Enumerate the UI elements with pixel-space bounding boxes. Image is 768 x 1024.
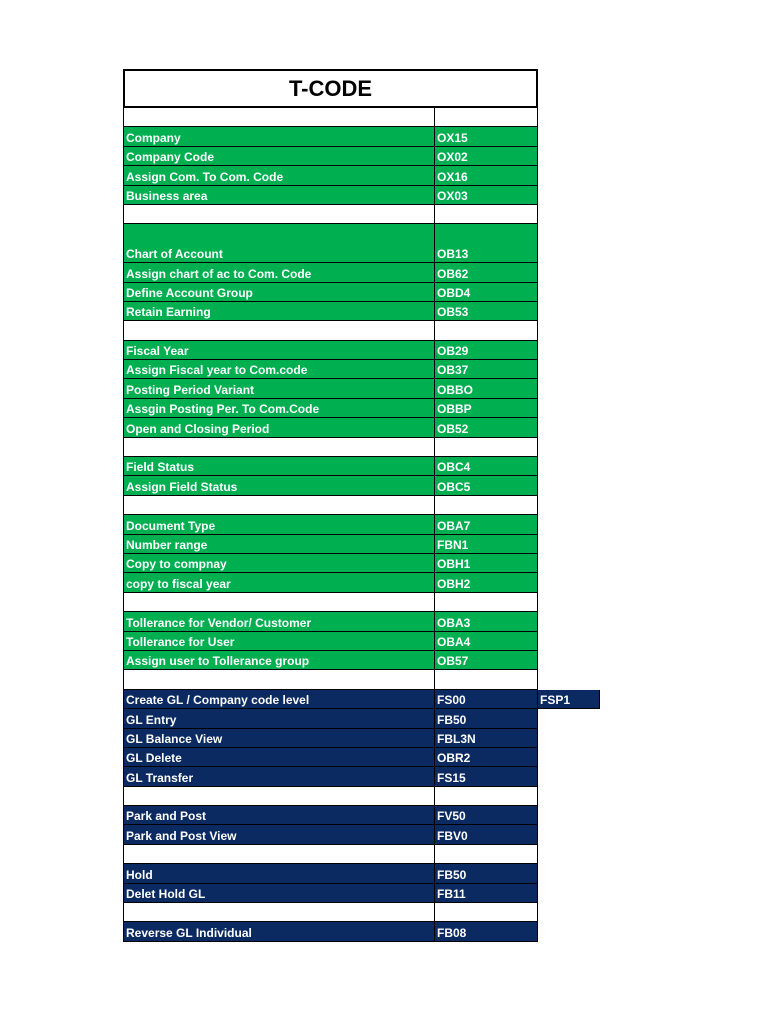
table-row xyxy=(123,147,538,166)
row-label: GL Delete xyxy=(123,748,435,767)
row-tcode: OBBP xyxy=(435,399,538,418)
blank-row xyxy=(123,903,538,922)
row-tcode: FB50 xyxy=(435,709,538,728)
empty-cell xyxy=(123,903,435,922)
empty-cell xyxy=(123,108,435,127)
row-tcode: OB57 xyxy=(435,651,538,670)
table-row xyxy=(123,186,538,205)
table-row xyxy=(123,341,538,360)
row-label: Copy to compnay xyxy=(123,554,435,573)
tcode-table xyxy=(123,108,571,942)
row-label: Assign chart of ac to Com. Code xyxy=(123,263,435,282)
table-row xyxy=(123,457,538,476)
row-label: Delet Hold GL xyxy=(123,884,435,903)
empty-cell xyxy=(123,593,435,612)
row-tcode: OBH2 xyxy=(435,573,538,592)
row-label: Assign Com. To Com. Code xyxy=(123,166,435,185)
row-tcode: OB13 xyxy=(435,224,538,263)
row-tcode: OB52 xyxy=(435,418,538,437)
row-label: GL Entry xyxy=(123,709,435,728)
row-tcode: FBN1 xyxy=(435,535,538,554)
row-tcode: FS15 xyxy=(435,767,538,786)
blank-row xyxy=(123,321,538,340)
row-tcode: OB53 xyxy=(435,302,538,321)
empty-cell xyxy=(435,321,538,340)
table-row xyxy=(123,360,538,379)
table-row xyxy=(123,922,538,941)
table-row xyxy=(123,825,538,844)
row-label: Assign Field Status xyxy=(123,476,435,495)
row-tcode: OB62 xyxy=(435,263,538,282)
row-tcode: FB11 xyxy=(435,884,538,903)
empty-cell xyxy=(123,496,435,515)
row-tcode: FB08 xyxy=(435,922,538,941)
table-row xyxy=(123,651,538,670)
table-row xyxy=(123,263,538,282)
row-label: Document Type xyxy=(123,515,435,534)
row-label: Create GL / Company code level xyxy=(123,690,435,709)
row-label: GL Transfer xyxy=(123,767,435,786)
row-extra-tcode: FSP1 xyxy=(538,690,600,709)
row-tcode: FBV0 xyxy=(435,825,538,844)
row-label: Assgin Posting Per. To Com.Code xyxy=(123,399,435,418)
blank-row xyxy=(123,593,538,612)
table-row xyxy=(123,864,538,883)
blank-row xyxy=(123,108,538,127)
row-tcode: FB50 xyxy=(435,864,538,883)
table-row xyxy=(123,573,538,592)
empty-cell xyxy=(435,108,538,127)
empty-cell xyxy=(123,845,435,864)
blank-row xyxy=(123,845,538,864)
table-row xyxy=(123,399,538,418)
blank-row xyxy=(123,205,538,224)
table-row xyxy=(123,632,538,651)
table-row xyxy=(123,535,538,554)
table-row xyxy=(123,418,538,437)
empty-cell xyxy=(123,438,435,457)
row-tcode: OB29 xyxy=(435,341,538,360)
row-tcode: OBBO xyxy=(435,379,538,398)
row-label: Number range xyxy=(123,535,435,554)
row-label: Tollerance for User xyxy=(123,632,435,651)
empty-cell xyxy=(435,205,538,224)
table-row xyxy=(123,884,538,903)
row-label: GL Balance View xyxy=(123,729,435,748)
row-tcode: OX02 xyxy=(435,147,538,166)
empty-cell xyxy=(435,438,538,457)
row-tcode: FS00 xyxy=(435,690,538,709)
table-row xyxy=(123,224,538,263)
row-label: Tollerance for Vendor/ Customer xyxy=(123,612,435,631)
table-row xyxy=(123,515,538,534)
table-row xyxy=(123,283,538,302)
row-label: Retain Earning xyxy=(123,302,435,321)
row-label: Assign user to Tollerance group xyxy=(123,651,435,670)
row-tcode: OBC5 xyxy=(435,476,538,495)
empty-cell xyxy=(435,670,538,689)
row-label: Hold xyxy=(123,864,435,883)
row-label: Business area xyxy=(123,186,435,205)
row-tcode: OB37 xyxy=(435,360,538,379)
blank-row xyxy=(123,670,538,689)
row-label: Define Account Group xyxy=(123,283,435,302)
row-label: Park and Post xyxy=(123,806,435,825)
row-tcode: OBA7 xyxy=(435,515,538,534)
row-tcode: OBA4 xyxy=(435,632,538,651)
sheet-title: T-CODE xyxy=(123,69,538,108)
table-row xyxy=(123,767,538,786)
empty-cell xyxy=(435,496,538,515)
row-tcode: FV50 xyxy=(435,806,538,825)
empty-cell xyxy=(123,321,435,340)
row-tcode: OBR2 xyxy=(435,748,538,767)
row-tcode: FBL3N xyxy=(435,729,538,748)
row-label: Fiscal Year xyxy=(123,341,435,360)
table-row xyxy=(123,806,538,825)
row-label: Field Status xyxy=(123,457,435,476)
table-row xyxy=(123,127,538,146)
row-label: Company xyxy=(123,127,435,146)
row-tcode: OX16 xyxy=(435,166,538,185)
row-tcode: OBH1 xyxy=(435,554,538,573)
row-label: Chart of Account xyxy=(123,224,435,263)
row-tcode: OBC4 xyxy=(435,457,538,476)
empty-cell xyxy=(123,670,435,689)
table-row xyxy=(123,379,538,398)
row-tcode: OX03 xyxy=(435,186,538,205)
blank-row xyxy=(123,787,538,806)
tcode-sheet xyxy=(123,69,571,942)
empty-cell xyxy=(435,593,538,612)
row-tcode: OBD4 xyxy=(435,283,538,302)
empty-cell xyxy=(123,205,435,224)
row-label: copy to fiscal year xyxy=(123,573,435,592)
row-label: Open and Closing Period xyxy=(123,418,435,437)
row-label: Posting Period Variant xyxy=(123,379,435,398)
table-row xyxy=(123,476,538,495)
table-row xyxy=(123,748,538,767)
empty-cell xyxy=(123,787,435,806)
empty-cell xyxy=(435,903,538,922)
table-row xyxy=(123,709,538,728)
table-row xyxy=(123,729,538,748)
table-row xyxy=(123,612,538,631)
table-row xyxy=(123,166,538,185)
empty-cell xyxy=(435,845,538,864)
row-tcode: OBA3 xyxy=(435,612,538,631)
row-label: Reverse GL Individual xyxy=(123,922,435,941)
row-label: Company Code xyxy=(123,147,435,166)
table-row xyxy=(123,554,538,573)
row-label: Assign Fiscal year to Com.code xyxy=(123,360,435,379)
empty-cell xyxy=(435,787,538,806)
table-row xyxy=(123,302,538,321)
blank-row xyxy=(123,496,538,515)
row-tcode: OX15 xyxy=(435,127,538,146)
row-label: Park and Post View xyxy=(123,825,435,844)
table-row xyxy=(123,690,600,709)
blank-row xyxy=(123,438,538,457)
